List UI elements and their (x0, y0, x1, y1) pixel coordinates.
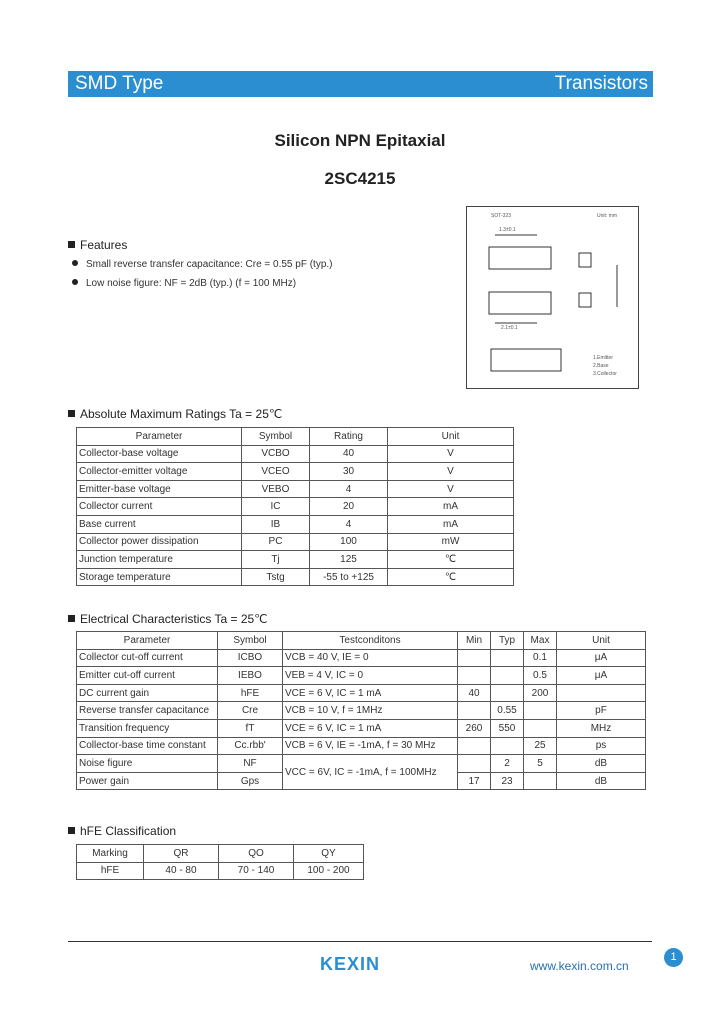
table-cell (458, 649, 491, 667)
square-bullet-icon (68, 615, 75, 622)
table-cell: PC (242, 533, 310, 551)
table-cell: Tstg (242, 568, 310, 586)
table-cell: mA (388, 515, 514, 533)
package-drawing (466, 206, 639, 389)
table-cell: 17 (458, 772, 491, 790)
kexin-logo: KEXIN (320, 954, 381, 974)
table-cell: VCB = 6 V, IE = -1mA, f = 30 MHz (283, 737, 458, 755)
table-cell: 260 (458, 719, 491, 737)
table-row (77, 684, 646, 702)
table-cell: Symbol (218, 632, 283, 650)
merged-condition: VCC = 6V, IC = -1mA, f = 100MHz (283, 755, 458, 790)
table-cell: VEBO (242, 480, 310, 498)
table-cell: 70 - 140 (219, 862, 294, 880)
table-row (77, 719, 646, 737)
table-cell: -55 to +125 (310, 568, 388, 586)
table-cell: Base current (77, 515, 242, 533)
table-cell: Max (524, 632, 557, 650)
table-row (77, 463, 514, 481)
table-cell: Collector-emitter voltage (77, 463, 242, 481)
table-cell: 550 (491, 719, 524, 737)
header-right: Transistors (554, 73, 648, 94)
table-cell: QY (294, 845, 364, 863)
hfe-table (76, 844, 364, 880)
table-cell: pF (557, 702, 646, 720)
table-cell: Emitter cut-off current (77, 667, 218, 685)
table-cell: Symbol (242, 428, 310, 446)
elec-table (76, 631, 646, 790)
table-cell: VCEO (242, 463, 310, 481)
table-row (77, 568, 514, 586)
table-row (77, 498, 514, 516)
table-cell: QR (144, 845, 219, 863)
table-cell: Gps (218, 772, 283, 790)
part-number: 2SC4215 (324, 169, 396, 188)
table-row (77, 755, 646, 773)
table-cell: ℃ (388, 551, 514, 569)
table-cell: 40 - 80 (144, 862, 219, 880)
table-cell: VCB = 10 V, f = 1MHz (283, 702, 458, 720)
table-cell (491, 684, 524, 702)
table-cell: Unit (557, 632, 646, 650)
table-cell: Emitter-base voltage (77, 480, 242, 498)
table-cell: V (388, 445, 514, 463)
features-heading: Features (68, 238, 127, 252)
table-cell: Cre (218, 702, 283, 720)
svg-text:1.3±0.1: 1.3±0.1 (499, 227, 516, 233)
table-cell: ICBO (218, 649, 283, 667)
feature-item: Low noise figure: NF = 2dB (typ.) (f = 100 MHz) (72, 278, 296, 289)
table-cell: V (388, 463, 514, 481)
table-cell: 0.55 (491, 702, 524, 720)
table-cell: Marking (77, 845, 144, 863)
table-cell (524, 702, 557, 720)
table-cell: Transition frequency (77, 719, 218, 737)
svg-text:3.Collector: 3.Collector (593, 371, 617, 377)
package-outline-graphic (467, 207, 638, 388)
table-cell: 4 (310, 515, 388, 533)
table-cell: IB (242, 515, 310, 533)
square-bullet-icon (68, 827, 75, 834)
table-row (77, 515, 514, 533)
table-cell: IEBO (218, 667, 283, 685)
table-cell: dB (557, 755, 646, 773)
elec-heading: Electrical Characteristics Ta = 25℃ (68, 612, 268, 626)
table-cell: Junction temperature (77, 551, 242, 569)
table-cell: 0.5 (524, 667, 557, 685)
table-cell: Tj (242, 551, 310, 569)
table-cell (458, 667, 491, 685)
table-cell: VCB = 40 V, IE = 0 (283, 649, 458, 667)
table-cell: IC (242, 498, 310, 516)
table-cell: Unit (388, 428, 514, 446)
table-cell: NF (218, 755, 283, 773)
table-cell (458, 737, 491, 755)
table-cell: VCBO (242, 445, 310, 463)
table-header-row (77, 632, 646, 650)
svg-text:1.Emitter: 1.Emitter (593, 355, 614, 361)
table-cell: Power gain (77, 772, 218, 790)
table-cell: 23 (491, 772, 524, 790)
table-cell: 0.1 (524, 649, 557, 667)
table-cell (524, 719, 557, 737)
table-cell: μA (557, 667, 646, 685)
abs-max-table (76, 427, 514, 586)
package-unit: Unit: mm (597, 213, 617, 219)
table-cell: Noise figure (77, 755, 218, 773)
table-cell: 100 - 200 (294, 862, 364, 880)
table-cell: Reverse transfer capacitance (77, 702, 218, 720)
table-row (77, 551, 514, 569)
table-cell: Min (458, 632, 491, 650)
table-cell: MHz (557, 719, 646, 737)
doc-title: Silicon NPN Epitaxial (274, 131, 446, 150)
table-cell: 25 (524, 737, 557, 755)
table-cell: VCE = 6 V, IC = 1 mA (283, 684, 458, 702)
table-row (77, 737, 646, 755)
table-cell: 40 (458, 684, 491, 702)
table-cell: Typ (491, 632, 524, 650)
table-row (77, 533, 514, 551)
table-cell (491, 649, 524, 667)
footer-url[interactable]: www.kexin.com.cn (530, 959, 629, 973)
table-cell: Testconditons (283, 632, 458, 650)
table-row (77, 862, 364, 880)
table-cell: Cc.rbb' (218, 737, 283, 755)
table-cell: fT (218, 719, 283, 737)
table-cell: mA (388, 498, 514, 516)
table-header-row (77, 428, 514, 446)
table-cell: Parameter (77, 428, 242, 446)
table-cell: V (388, 480, 514, 498)
table-cell: 4 (310, 480, 388, 498)
table-cell: QO (219, 845, 294, 863)
table-cell: 40 (310, 445, 388, 463)
footer-divider (68, 941, 652, 942)
table-cell: Storage temperature (77, 568, 242, 586)
table-cell: 125 (310, 551, 388, 569)
table-cell: 5 (524, 755, 557, 773)
table-row (77, 845, 364, 863)
table-cell: VEB = 4 V, IC = 0 (283, 667, 458, 685)
table-cell: μA (557, 649, 646, 667)
table-cell: 20 (310, 498, 388, 516)
table-cell: hFE (77, 862, 144, 880)
table-row (77, 667, 646, 685)
header-banner (68, 71, 653, 97)
hfe-heading: hFE Classification (68, 824, 176, 838)
table-cell: mW (388, 533, 514, 551)
table-cell: Collector-base voltage (77, 445, 242, 463)
table-cell: Parameter (77, 632, 218, 650)
table-cell: Rating (310, 428, 388, 446)
table-cell: Collector power dissipation (77, 533, 242, 551)
square-bullet-icon (68, 410, 75, 417)
table-cell: 100 (310, 533, 388, 551)
table-cell (491, 737, 524, 755)
feature-item: Small reverse transfer capacitance: Cre = 0.55 pF (typ.) (72, 259, 333, 270)
header-left: SMD Type (75, 73, 164, 94)
table-cell: Collector cut-off current (77, 649, 218, 667)
table-cell (458, 755, 491, 773)
table-cell (557, 684, 646, 702)
table-cell: 2 (491, 755, 524, 773)
table-cell: VCE = 6 V, IC = 1 mA (283, 719, 458, 737)
table-row (77, 649, 646, 667)
square-bullet-icon (68, 241, 75, 248)
table-cell: hFE (218, 684, 283, 702)
table-cell (524, 772, 557, 790)
table-cell: 30 (310, 463, 388, 481)
table-row (77, 445, 514, 463)
table-cell: dB (557, 772, 646, 790)
bullet-icon (72, 279, 78, 285)
table-cell: ℃ (388, 568, 514, 586)
table-cell: Collector-base time constant (77, 737, 218, 755)
table-cell (491, 667, 524, 685)
table-cell: DC current gain (77, 684, 218, 702)
table-row (77, 702, 646, 720)
table-cell: ps (557, 737, 646, 755)
table-cell: 200 (524, 684, 557, 702)
package-name: SOT-323 (491, 213, 512, 219)
svg-text:2.1±0.1: 2.1±0.1 (501, 325, 518, 331)
table-row (77, 480, 514, 498)
abs-max-heading: Absolute Maximum Ratings Ta = 25℃ (68, 407, 282, 421)
page-number-badge: 1 (664, 948, 683, 967)
table-cell: Collector current (77, 498, 242, 516)
table-cell (458, 702, 491, 720)
svg-text:2.Base: 2.Base (593, 363, 609, 369)
bullet-icon (72, 260, 78, 266)
